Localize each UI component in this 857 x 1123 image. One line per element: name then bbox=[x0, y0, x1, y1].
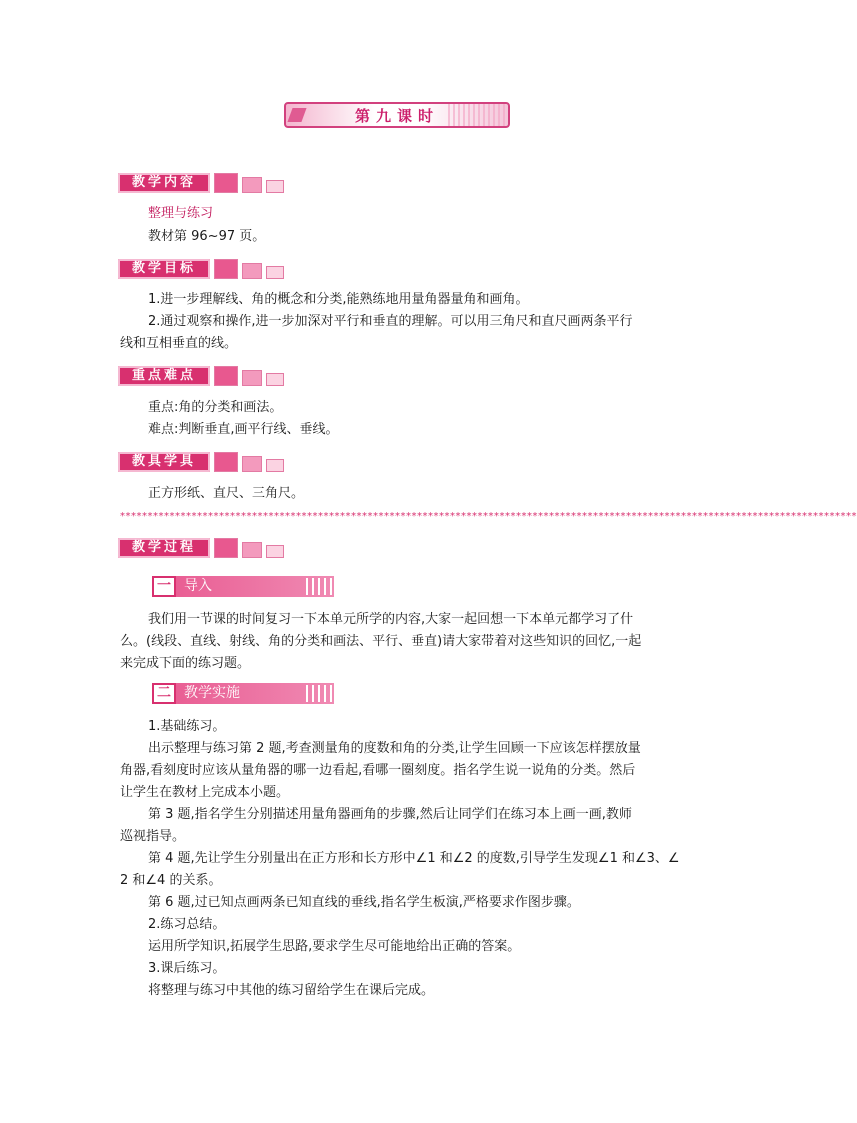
lesson-title: 第九课时 bbox=[354, 107, 439, 125]
goal-line: 1.进一步理解线、角的概念和分类,能熟练地用量角器量角和画角。 bbox=[148, 292, 529, 307]
implementation-line: 第 3 题,指名学生分别描述用量角器画角的步骤,然后让同学们在练习本上画一画,教师 bbox=[148, 807, 632, 822]
implementation-line: 出示整理与练习第 2 题,考查测量角的度数和角的分类,让学生回顾一下应该怎样摆放量 bbox=[148, 741, 641, 756]
section-label-content bbox=[118, 173, 284, 193]
section-tag: 教具学具 bbox=[118, 452, 210, 472]
decor-square-medium bbox=[242, 456, 262, 472]
section-tag: 教学目标 bbox=[118, 259, 210, 279]
banner-stripes bbox=[306, 685, 332, 702]
keypoint-line: 难点:判断垂直,画平行线、垂线。 bbox=[148, 422, 339, 437]
implementation-line: 让学生在教材上完成本小题。 bbox=[120, 785, 290, 800]
subsection-banner-intro bbox=[152, 576, 334, 597]
decor-square-large bbox=[214, 366, 238, 386]
keypoint-line: 重点:角的分类和画法。 bbox=[148, 400, 283, 415]
section-label-process bbox=[118, 538, 284, 558]
section-tag: 教学过程 bbox=[118, 538, 210, 558]
content-topic: 整理与练习 bbox=[148, 206, 214, 221]
subsection-number: 二 bbox=[152, 683, 176, 704]
decor-square-small bbox=[266, 180, 284, 193]
implementation-line: 将整理与练习中其他的练习留给学生在课后完成。 bbox=[148, 983, 435, 998]
implementation-line: 运用所学知识,拓展学生思路,要求学生尽可能地给出正确的答案。 bbox=[148, 939, 521, 954]
decor-square-large bbox=[214, 452, 238, 472]
implementation-line: 3.课后练习。 bbox=[148, 961, 226, 976]
subsection-title: 教学实施 bbox=[184, 685, 240, 701]
implementation-line: 第 6 题,过已知点画两条已知直线的垂线,指名学生板演,严格要求作图步骤。 bbox=[148, 895, 580, 910]
subsection-number: 一 bbox=[152, 576, 176, 597]
decor-square-medium bbox=[242, 263, 262, 279]
subsection-title: 导入 bbox=[184, 578, 212, 594]
banner-stripes bbox=[306, 578, 332, 595]
decor-square-small bbox=[266, 545, 284, 558]
lesson-title-banner bbox=[284, 102, 510, 128]
decor-square-large bbox=[214, 173, 238, 193]
decor-square-small bbox=[266, 373, 284, 386]
tools-line: 正方形纸、直尺、三角尺。 bbox=[148, 486, 305, 501]
implementation-line: 巡视指导。 bbox=[120, 829, 186, 844]
section-label-keypoints bbox=[118, 366, 284, 386]
goal-line: 线和互相垂直的线。 bbox=[120, 336, 238, 351]
section-label-goals bbox=[118, 259, 284, 279]
decor-square-medium bbox=[242, 370, 262, 386]
subsection-banner-implementation bbox=[152, 683, 334, 704]
decor-square-medium bbox=[242, 542, 262, 558]
decor-square-small bbox=[266, 459, 284, 472]
intro-line: 来完成下面的练习题。 bbox=[120, 656, 251, 671]
implementation-line: 2 和∠4 的关系。 bbox=[120, 873, 222, 888]
decor-square-large bbox=[214, 259, 238, 279]
implementation-line: 2.练习总结。 bbox=[148, 917, 226, 932]
intro-line: 我们用一节课的时间复习一下本单元所学的内容,大家一起回想一下本单元都学习了什 bbox=[148, 612, 634, 627]
star-divider: ************************************************************************************************************************************** bbox=[120, 511, 857, 522]
section-tag: 教学内容 bbox=[118, 173, 210, 193]
decor-square-small bbox=[266, 266, 284, 279]
implementation-line: 角器,看刻度时应该从量角器的哪一边看起,看哪一圈刻度。指名学生说一说角的分类。然后 bbox=[120, 763, 636, 778]
implementation-line: 1.基础练习。 bbox=[148, 719, 226, 734]
section-tag: 重点难点 bbox=[118, 366, 210, 386]
intro-line: 么。(线段、直线、射线、角的分类和画法、平行、垂直)请大家带着对这些知识的回忆,一起 bbox=[120, 634, 642, 649]
implementation-line: 第 4 题,先让学生分别量出在正方形和长方形中∠1 和∠2 的度数,引导学生发现∠1 和∠3、∠ bbox=[148, 851, 680, 866]
content-pages: 教材第 96~97 页。 bbox=[148, 229, 266, 244]
decor-square-medium bbox=[242, 177, 262, 193]
section-label-tools bbox=[118, 452, 284, 472]
goal-line: 2.通过观察和操作,进一步加深对平行和垂直的理解。可以用三角尺和直尺画两条平行 bbox=[148, 314, 633, 329]
decor-square-large bbox=[214, 538, 238, 558]
